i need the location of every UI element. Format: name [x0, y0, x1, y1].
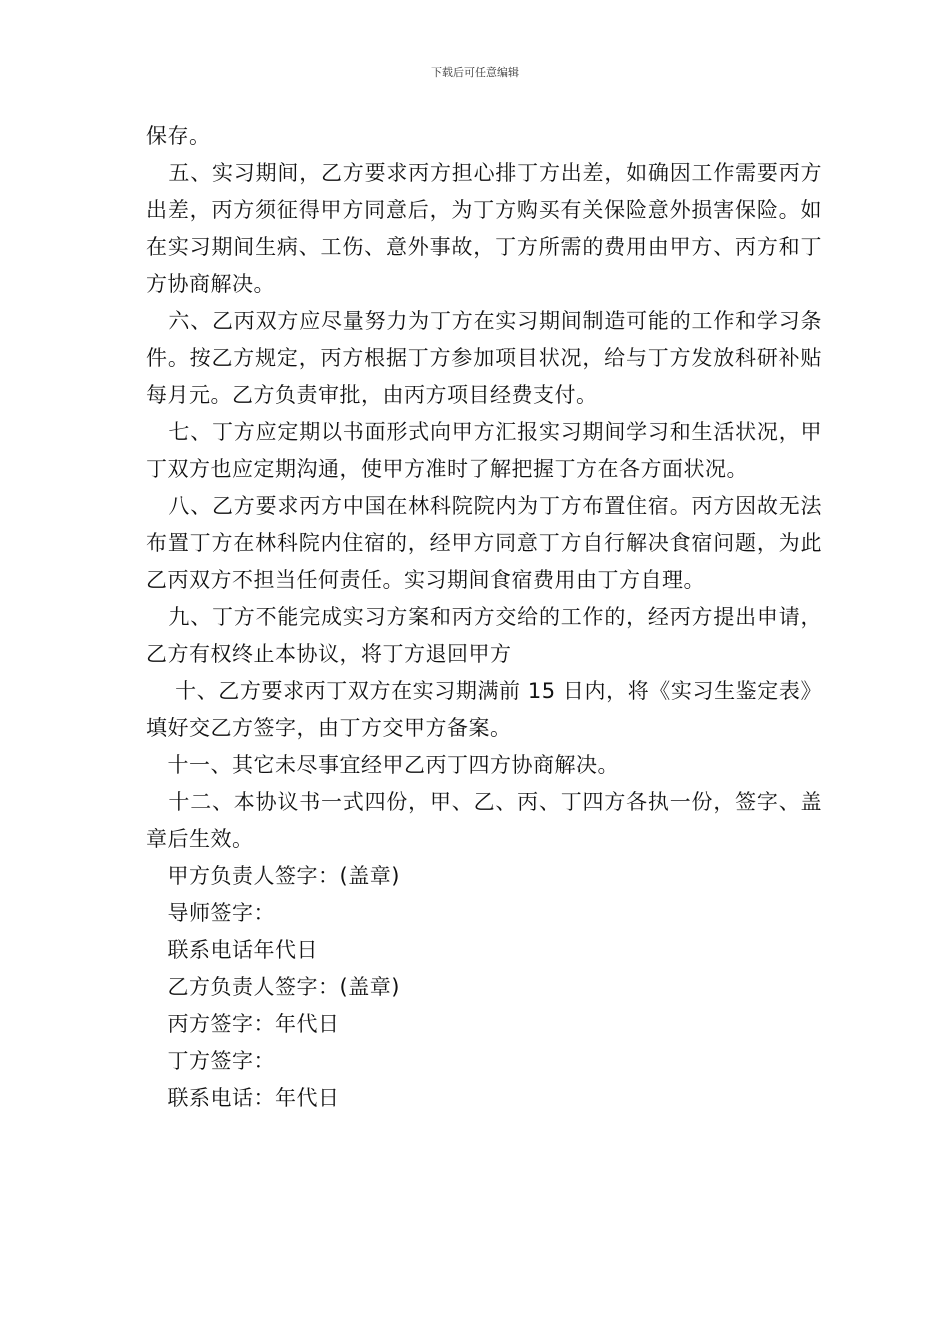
document-body	[146, 118, 822, 1117]
page-header: 下载后可任意编辑	[431, 66, 519, 79]
contact-phone-d: 联系电话：年代日	[146, 1086, 340, 1110]
paragraph-continuation: 保存。	[146, 124, 211, 148]
clause-12: 十二、本协议书一式四份，甲、乙、丙、丁四方各执一份，签字、盖章后生效。	[146, 790, 823, 851]
clause-6: 六、乙丙双方应尽量努力为丁方在实习期间制造可能的工作和学习条件。按乙方规定，丙方根据丁方参加项目状况，给与丁方发放科研补贴每月元。乙方负责审批，由丙方项目经费支付。	[146, 309, 823, 407]
clause-9: 九、丁方不能完成实习方案和丙方交给的工作的，经丙方提出申请，乙方有权终止本协议，将丁方退回甲方	[146, 605, 823, 666]
clause-7: 七、丁方应定期以书面形式向甲方汇报实习期间学习和生活状况，甲丁双方也应定期沟通，使甲方准时了解把握丁方在各方面状况。	[146, 420, 823, 481]
contact-phone-a: 联系电话年代日	[146, 938, 319, 962]
clause-5: 五、实习期间，乙方要求丙方担心排丁方出差，如确因工作需要丙方出差，丙方须征得甲方同意后，为丁方购买有关保险意外损害保险。如在实习期间生病、工伤、意外事故，丁方所需的费用由甲方、丙方和丁方协商解决。	[146, 161, 823, 296]
clause-10: 十、乙方要求丙丁双方在实习期满前 15 日内，将《实习生鉴定表》填好交乙方签字，由丁方交甲方备案。	[146, 679, 822, 740]
signature-party-b: 乙方负责人签字：(盖章)	[146, 975, 400, 999]
signature-party-c: 丙方签字：年代日	[146, 1012, 340, 1036]
signature-advisor: 导师签字：	[146, 901, 276, 925]
signature-party-d: 丁方签字：	[146, 1049, 276, 1073]
clause-11: 十一、其它未尽事宜经甲乙丙丁四方协商解决。	[146, 753, 620, 777]
clause-8: 八、乙方要求丙方中国在林科院院内为丁方布置住宿。丙方因故无法布置丁方在林科院内住宿的，经甲方同意丁方自行解决食宿问题，为此乙丙双方不担当任何责任。实习期间食宿费用由丁方自理。	[146, 494, 823, 592]
signature-party-a: 甲方负责人签字：(盖章)	[146, 864, 400, 888]
